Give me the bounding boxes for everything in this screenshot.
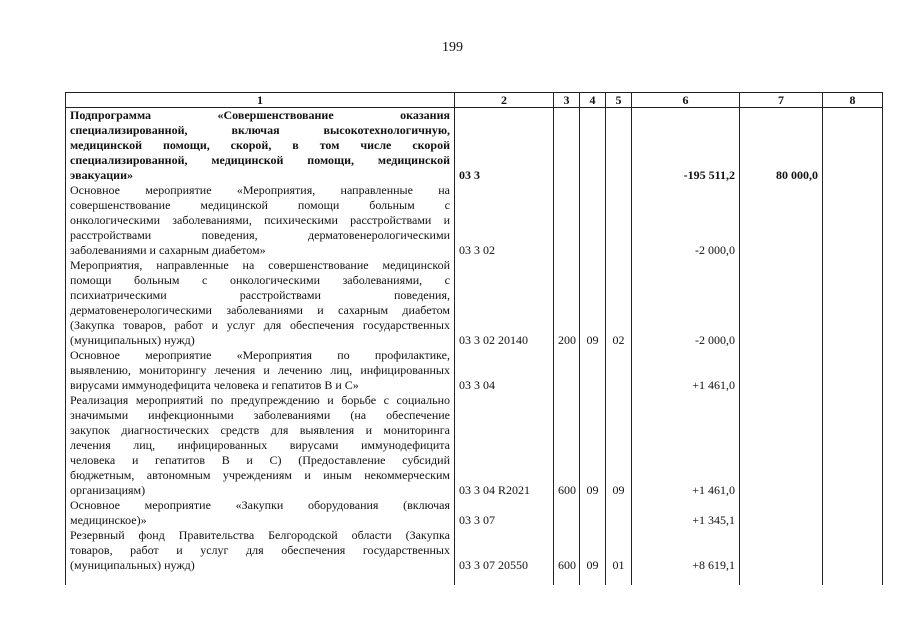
description-line: человека и гепатитов В и С) (Предоставление субсидий [70,453,450,467]
row-code: 03 3 04 R2021 [455,393,554,498]
column-header: 5 [606,93,632,108]
row-col-5: 01 [606,528,632,573]
row-col-7 [740,393,823,498]
row-col-3: 600 [554,393,580,498]
table-header-row [66,93,883,108]
row-amount: +8 619,1 [632,528,740,573]
row-col-8 [823,528,883,573]
column-header: 2 [455,93,554,108]
row-col-4 [580,183,606,258]
row-description [66,258,455,348]
row-col-5: 09 [606,393,632,498]
description-line: специализированной, включая высокотехнологичную, [70,123,450,137]
row-col-4: 09 [580,528,606,573]
description-line: дерматовенерологическими заболеваниями и сахарным диабетом [70,303,450,317]
row-amount: +1 461,0 [632,393,740,498]
row-col-7 [740,498,823,528]
description-line: организациям) [70,483,146,497]
row-col-8 [823,183,883,258]
description-line: Мероприятия, направленные на совершенствование медицинской [70,258,450,272]
table-row [66,258,883,348]
row-code: 03 3 02 [455,183,554,258]
description-line: (муниципальных) нужд) [70,558,195,572]
row-amount: -2 000,0 [632,258,740,348]
column-header: 8 [823,93,883,108]
budget-table [65,92,883,585]
table-continuation [66,573,883,585]
row-amount: -195 511,2 [632,108,740,184]
description-line: вирусами иммунодефицита человека и гепатитов В и С» [70,378,359,392]
row-col-7 [740,258,823,348]
description-line: онкологическими заболеваниями, психическими расстройствами и [70,213,450,227]
row-col-5 [606,183,632,258]
table-body [66,108,883,586]
column-header: 1 [66,93,455,108]
row-col-4: 09 [580,393,606,498]
row-col-4: 09 [580,258,606,348]
description-line: значимыми инфекционными заболеваниями (на обеспечение [70,408,450,422]
description-line: Резервный фонд Правительства Белгородской области (Закупка [70,528,450,542]
row-amount: -2 000,0 [632,183,740,258]
row-col-8 [823,108,883,184]
description-line: Основное мероприятие «Мероприятия, направленные на [70,183,450,197]
table-row [66,183,883,258]
row-description [66,183,455,258]
description-line: медицинской помощи, скорой, в том числе скорой [70,138,450,152]
row-col-3: 200 [554,258,580,348]
row-amount: +1 345,1 [632,498,740,528]
table-row [66,108,883,184]
column-header: 6 [632,93,740,108]
row-col-7 [740,183,823,258]
row-description [66,528,455,573]
row-description [66,393,455,498]
description-line: медицинское)» [70,513,147,527]
row-code: 03 3 07 20550 [455,528,554,573]
row-col-4 [580,108,606,184]
row-description [66,348,455,393]
description-line: закупок диагностических средств для выявления и мониторинга [70,423,450,437]
row-col-8 [823,258,883,348]
description-line: заболеваниями и сахарным диабетом» [70,243,266,257]
table-row [66,348,883,393]
description-line: совершенствование медицинской помощи больным с [70,198,450,212]
description-line: эвакуации» [70,168,133,182]
row-code: 03 3 07 [455,498,554,528]
row-col-5 [606,348,632,393]
table-row [66,528,883,573]
row-description [66,498,455,528]
description-line: психиатрическими расстройствами поведения, [70,288,450,302]
column-header: 7 [740,93,823,108]
row-col-7 [740,348,823,393]
row-code: 03 3 02 20140 [455,258,554,348]
description-line: (Закупка товаров, работ и услуг для обеспечения государственных [70,318,450,332]
row-col-3 [554,183,580,258]
row-col-5 [606,108,632,184]
row-col-3: 600 [554,528,580,573]
table-row [66,498,883,528]
row-col-5 [606,498,632,528]
description-line: бюджетным, автономным учреждениям и иным некоммерческим [70,468,450,482]
row-col-7: 80 000,0 [740,108,823,184]
description-line: (муниципальных) нужд) [70,333,195,347]
description-line: Реализация мероприятий по предупреждению и борьбе с социально [70,393,450,407]
row-code: 03 3 04 [455,348,554,393]
column-header: 4 [580,93,606,108]
row-col-5: 02 [606,258,632,348]
row-col-3 [554,108,580,184]
description-line: выявлению, мониторингу лечения и лечению лиц, инфицированных [70,363,450,377]
page-number: 199 [442,40,463,55]
description-line: Основное мероприятие «Закупки оборудования (включая [70,498,450,512]
description-line: товаров, работ и услуг для обеспечения государственных [70,543,450,557]
description-line: специализированной, медицинской помощи, медицинской [70,153,450,167]
description-line: лечения лиц, инфицированных вирусами иммунодефицита [70,438,450,452]
column-header: 3 [554,93,580,108]
table-row [66,393,883,498]
row-code: 03 3 [455,108,554,184]
row-col-8 [823,348,883,393]
description-line: помощи больным с онкологическими заболеваниями, с [70,273,450,287]
row-col-4 [580,498,606,528]
description-line: Основное мероприятие «Мероприятия по профилактике, [70,348,450,362]
row-col-7 [740,528,823,573]
row-col-8 [823,498,883,528]
row-col-3 [554,498,580,528]
row-col-3 [554,348,580,393]
row-description [66,108,455,184]
row-amount: +1 461,0 [632,348,740,393]
row-col-4 [580,348,606,393]
row-col-8 [823,393,883,498]
description-line: расстройствами поведения, дерматовенерологическими [70,228,450,242]
description-line: Подпрограмма «Совершенствование оказания [70,108,450,122]
